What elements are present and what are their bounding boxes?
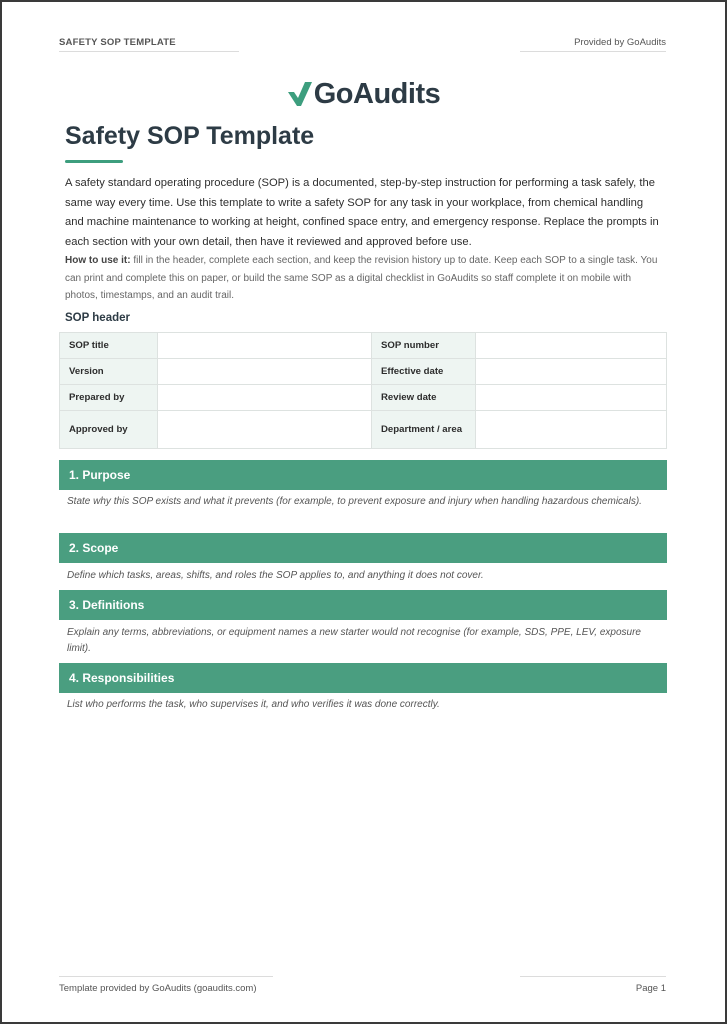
section-prompt-scope: Define which tasks, areas, shifts, and roles the SOP applies to, and anything it does not cover. — [67, 570, 484, 581]
sop-header-table — [59, 332, 667, 449]
table-row — [60, 385, 667, 411]
field-value-department-area[interactable] — [476, 411, 667, 449]
table-row — [60, 411, 667, 449]
table-row — [60, 359, 667, 385]
field-label-effective-date: Effective date — [372, 359, 476, 385]
field-label-version: Version — [60, 359, 158, 385]
field-label-department-area: Department / area — [372, 411, 476, 449]
check-mark-icon — [287, 80, 313, 108]
field-value-review-date[interactable] — [476, 385, 667, 411]
header-rule-right — [520, 51, 666, 52]
footer-credit: Template provided by GoAudits (goaudits.com) — [59, 983, 257, 994]
field-label-sop-title: SOP title — [60, 333, 158, 359]
sop-header-heading: SOP header — [65, 312, 130, 324]
section-prompt-definitions: Explain any terms, abbreviations, or equipment names a new starter would not recognise (for example, SDS, PPE, LEV, exposure limit). — [67, 627, 641, 654]
section-prompt-purpose: State why this SOP exists and what it prevents (for example, to prevent exposure and injury when handling hazardous chemicals). — [67, 496, 642, 507]
running-header-provider: Provided by GoAudits — [574, 37, 666, 48]
intro-paragraph: A safety standard operating procedure (SOP) is a documented, step-by-step instruction for performing a task safely, the same way every time. Use this template to write a safety SOP for any task in your workplace, from chemical handling and machine maintenance to working at height, confined space entry, and emergency response. Replace the prompts in each section with your own detail, then have it reviewed and approved before use. — [65, 177, 659, 248]
section-heading-purpose: 1. Purpose — [59, 460, 667, 490]
table-row — [60, 333, 667, 359]
running-header-title: SAFETY SOP TEMPLATE — [59, 37, 176, 48]
field-value-prepared-by[interactable] — [158, 385, 372, 411]
field-label-review-date: Review date — [372, 385, 476, 411]
field-value-version[interactable] — [158, 359, 372, 385]
section-heading-definitions: 3. Definitions — [59, 590, 667, 620]
field-value-sop-number[interactable] — [476, 333, 667, 359]
title-underline — [65, 160, 123, 163]
section-prompt-responsibilities: List who performs the task, who supervises it, and who verifies it was done correctly. — [67, 699, 440, 710]
section-heading-scope: 2. Scope — [59, 533, 667, 563]
how-to-label: How to use it: — [65, 255, 131, 266]
logo-wordmark: GoAudits — [313, 77, 441, 110]
how-to-use-paragraph — [65, 252, 661, 305]
section-heading-responsibilities: 4. Responsibilities — [59, 663, 667, 693]
goaudits-logo — [2, 76, 725, 112]
field-value-effective-date[interactable] — [476, 359, 667, 385]
field-label-prepared-by: Prepared by — [60, 385, 158, 411]
field-value-approved-by[interactable] — [158, 411, 372, 449]
document-page — [2, 2, 725, 1022]
footer-rule-left — [59, 976, 273, 977]
page-title: Safety SOP Template — [65, 122, 315, 150]
header-rule-left — [59, 51, 239, 52]
how-to-text: fill in the header, complete each section, and keep the revision history up to date. Keep each SOP to a single task. You can print and complete this on paper, or build the same SOP as a digital checklist in GoAudits so staff complete it on mobile with photos, timestamps, and an audit trail. — [65, 255, 658, 301]
page-number: Page 1 — [635, 983, 666, 994]
footer-rule-right — [520, 976, 666, 977]
field-label-approved-by: Approved by — [60, 411, 158, 449]
field-value-sop-title[interactable] — [158, 333, 372, 359]
field-label-sop-number: SOP number — [372, 333, 476, 359]
